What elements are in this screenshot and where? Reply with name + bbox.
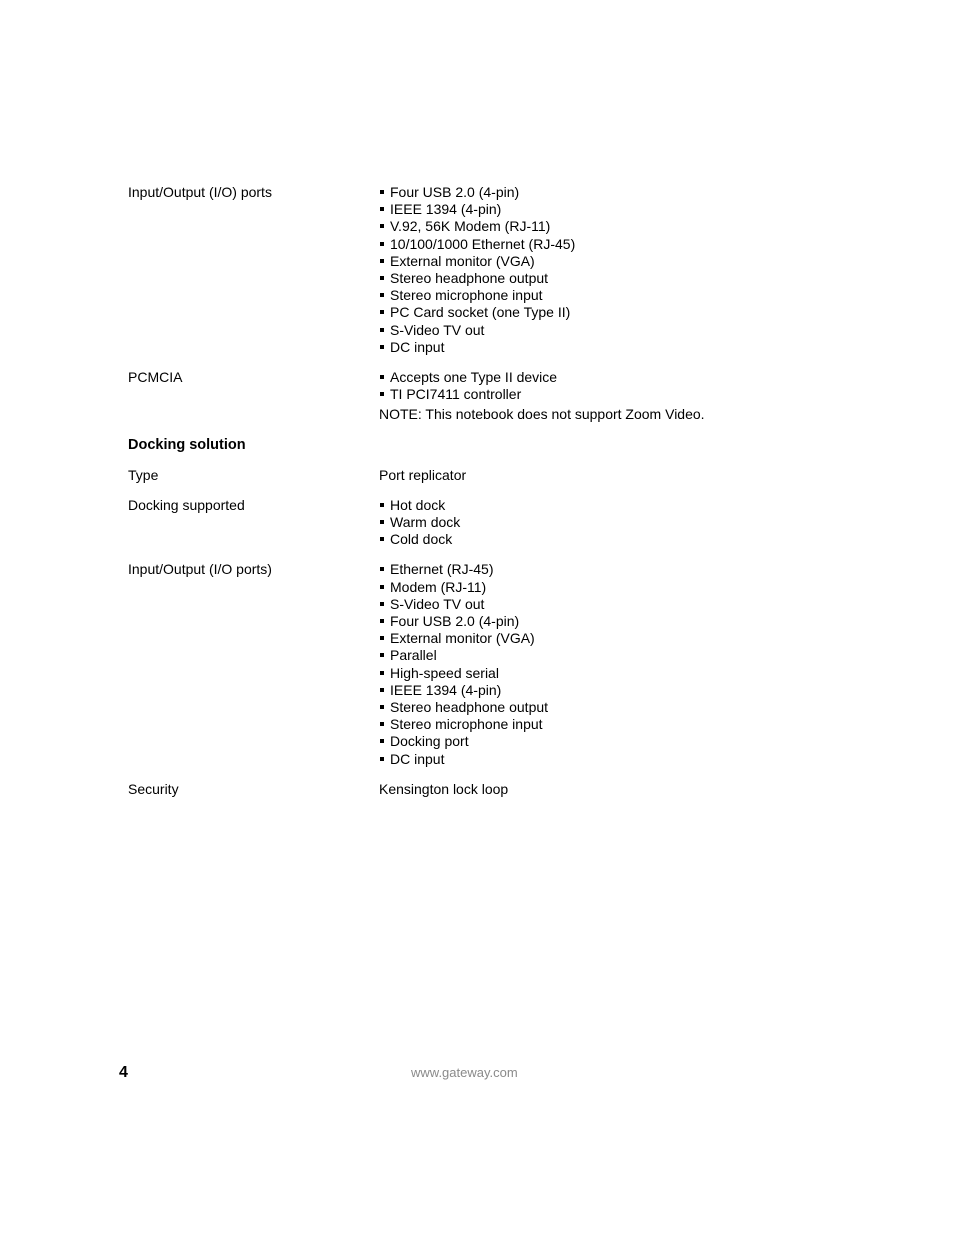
- spec-value: Kensington lock loop: [379, 780, 509, 797]
- list-item: Stereo headphone output: [379, 699, 828, 716]
- list-item: Cold dock: [379, 531, 828, 548]
- list-item: V.92, 56K Modem (RJ-11): [379, 218, 828, 235]
- list-item: High-speed serial: [379, 665, 828, 682]
- spec-value: [379, 184, 828, 356]
- list-item: Four USB 2.0 (4-pin): [379, 613, 828, 630]
- list-item: Stereo microphone input: [379, 716, 828, 733]
- spec-label: PCMCIA: [128, 369, 183, 386]
- list-item: Parallel: [379, 647, 828, 664]
- list-item: External monitor (VGA): [379, 253, 828, 270]
- list-item: Stereo microphone input: [379, 287, 828, 304]
- list-item: S-Video TV out: [379, 322, 828, 339]
- list-item: Four USB 2.0 (4-pin): [379, 184, 828, 201]
- footer-url: www.gateway.com: [411, 1065, 518, 1080]
- spec-label: Input/Output (I/O) ports: [128, 184, 272, 200]
- spec-value: [379, 561, 828, 767]
- spec-value: [379, 497, 828, 549]
- page-number: 4: [119, 1064, 128, 1081]
- list-item: Hot dock: [379, 497, 828, 514]
- spec-row-docking-supported: [128, 497, 828, 549]
- spec-label: Docking supported: [128, 496, 245, 513]
- note-text: NOTE: This notebook does not support Zoom Video.: [379, 406, 705, 423]
- spec-value: [379, 369, 828, 424]
- spec-row-security: [128, 781, 828, 798]
- list-item: External monitor (VGA): [379, 630, 828, 647]
- list-item: TI PCI7411 controller: [379, 386, 828, 403]
- bullet-list: [379, 184, 828, 356]
- spec-row-docking-ports: [128, 561, 828, 767]
- list-item: IEEE 1394 (4-pin): [379, 682, 828, 699]
- spec-label: Input/Output (I/O ports): [128, 561, 272, 578]
- list-item: Modem (RJ-11): [379, 579, 828, 596]
- spec-content: [128, 184, 828, 798]
- list-item: DC input: [379, 751, 828, 768]
- list-item: PC Card socket (one Type II): [379, 304, 828, 321]
- list-item: IEEE 1394 (4-pin): [379, 201, 828, 218]
- section-heading: Docking solution: [128, 436, 246, 453]
- list-item: Warm dock: [379, 514, 828, 531]
- list-item: Accepts one Type II device: [379, 369, 828, 386]
- list-item: DC input: [379, 339, 828, 356]
- list-item: Docking port: [379, 733, 828, 750]
- spec-value: Port replicator: [379, 466, 467, 483]
- list-item: 10/100/1000 Ethernet (RJ-45): [379, 236, 828, 253]
- list-item: Stereo headphone output: [379, 270, 828, 287]
- list-item: Ethernet (RJ-45): [379, 561, 828, 578]
- spec-row-type: [128, 467, 828, 484]
- spec-row-io-ports: [128, 184, 828, 356]
- bullet-list: [379, 561, 828, 767]
- spec-label: Type: [128, 466, 159, 483]
- bullet-list: [379, 369, 828, 403]
- bullet-list: [379, 497, 828, 549]
- spec-label: Security: [128, 780, 179, 797]
- list-item: S-Video TV out: [379, 596, 828, 613]
- spec-row-pcmcia: [128, 369, 828, 424]
